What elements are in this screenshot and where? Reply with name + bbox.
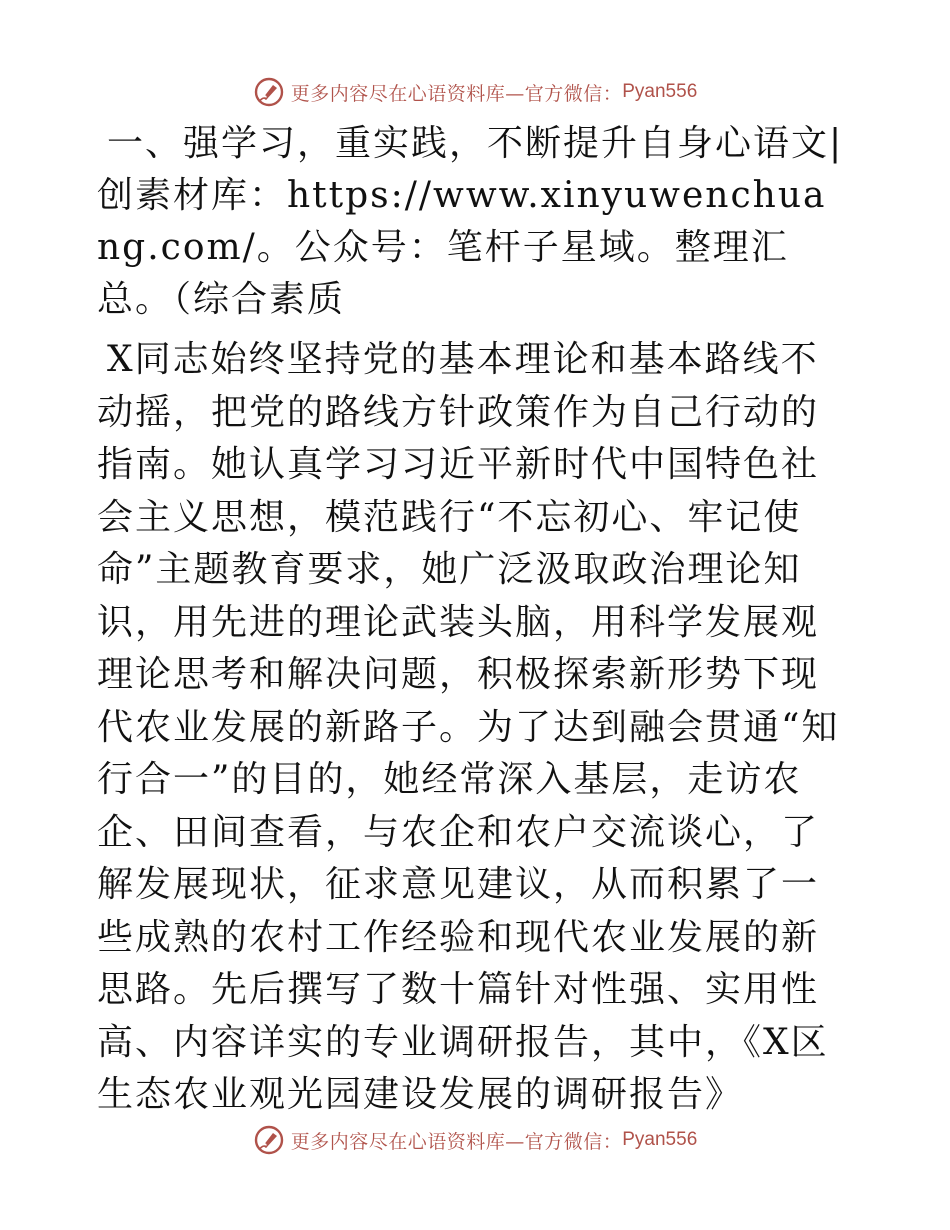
footer-watermark [0, 1120, 950, 1160]
pen-nib-logo-icon [253, 76, 285, 108]
watermark-text: 更多内容尽在心语资料库—官方微信： [290, 82, 623, 105]
header-watermark [0, 72, 950, 112]
document-body [97, 118, 849, 1122]
body-paragraph: X同志始终坚持党的基本理论和基本路线不动摇，把党的路线方针政策作为自己行动的指南。她认真学习习近平新时代中国特色社会主义思想，模范践行“不忘初心、牢记使命”主题教育要求，她广泛汲取政治理论知识，用先进的理论武装头脑，用科学发展观理论思考和解决问题，积极探索新形势下现代农业发展的新路子。为了达到融会贯通“知行合一”的目的，她经常深入基层，走访农企、田间查看，与农企和农户交流谈心，了解发展现状，征求意见建议，从而积累了一些成熟的农村工作经验和现代农业发展的新思路。先后撰写了数十篇针对性强、实用性高、内容详实的专业调研报告，其中，《X区生态农业观光园建设发展的调研报告》 [97, 339, 840, 1115]
watermark-wechat-id: Pyan556 [622, 81, 698, 102]
watermark-wechat-id: Pyan556 [622, 1129, 698, 1150]
section-heading: 一、强学习，重实践，不断提升自身心语文|创素材库：https://www.xinyuwenchuang.com/。公众号：笔杆子星域。整理汇总。（综合素质 [97, 123, 844, 320]
watermark-text: 更多内容尽在心语资料库—官方微信： [290, 1130, 623, 1153]
pen-nib-logo-icon [253, 1124, 285, 1156]
